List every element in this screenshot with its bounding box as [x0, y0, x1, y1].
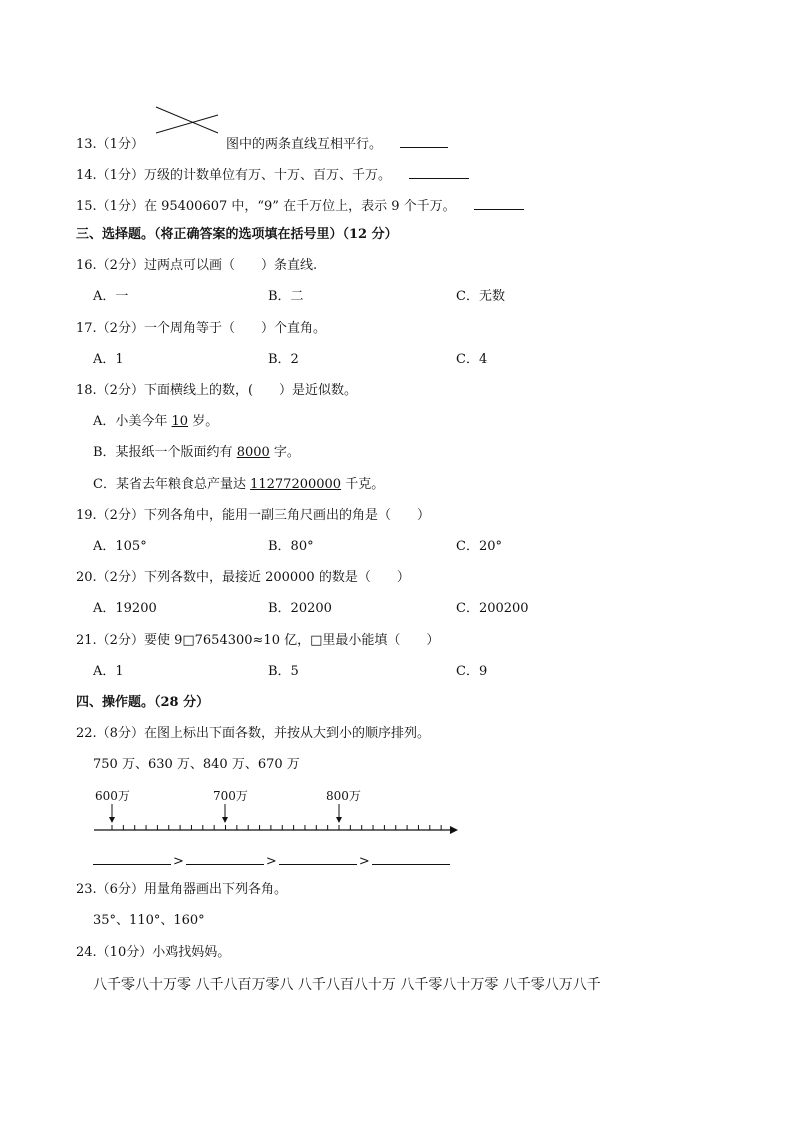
q18-option-c[interactable]	[93, 476, 384, 494]
q18-b-underlined: 8000	[236, 445, 270, 460]
q13-number: 13.（1分）	[76, 137, 144, 152]
q24-items: 八千零八十万零 八千八百万零八 八千八百八十万 八千零八十万零 八千零八万八千	[93, 977, 601, 993]
q16-option-b[interactable]: B．二	[268, 289, 304, 304]
gt-1: >	[173, 854, 184, 869]
q19-option-c[interactable]: C．20°	[456, 539, 502, 554]
axis-ticks	[112, 825, 441, 830]
axis-arrowhead	[450, 826, 458, 834]
q20-option-b[interactable]: B．20200	[268, 601, 332, 616]
number-line-svg	[90, 784, 470, 844]
q15-answer-blank[interactable]	[474, 195, 524, 210]
q15-number: 15.（1分）	[76, 199, 144, 214]
line-a	[156, 107, 218, 133]
q17-option-b[interactable]: B．2	[268, 352, 299, 367]
q20-stem: 20.（2分）下列各数中，最接近 200000 的数是（ ）	[76, 570, 410, 585]
arrowhead-600	[109, 817, 115, 823]
q22-stem: 22.（8分）在图上标出下面各数，并按从大到小的顺序排列。	[76, 726, 430, 741]
q18-stem: 18.（2分）下面横线上的数，( ）是近似数。	[76, 383, 358, 398]
q18-option-b[interactable]	[93, 444, 300, 462]
q16-stem: 16.（2分）过两点可以画（ ）条直线.	[76, 258, 318, 273]
q20-option-a[interactable]: A．19200	[93, 601, 157, 616]
q19-option-a[interactable]: A．105°	[93, 539, 147, 554]
q18-a-underlined: 10	[171, 414, 189, 429]
question-13	[76, 133, 448, 154]
arrowhead-800	[336, 817, 342, 823]
q23-angles: 35°、110°、160°	[93, 913, 205, 928]
label-800: 800万	[326, 789, 361, 803]
gt-2: >	[265, 854, 277, 869]
section-4-title: 四、操作题。（28 分）	[76, 695, 210, 710]
section-3-title: 三、选择题。（将正确答案的选项填在括号里）（12 分）	[76, 227, 398, 242]
q14-text: 万级的计数单位有万、十万、百万、千万。	[143, 168, 391, 183]
question-15	[76, 195, 524, 216]
q14-number: 14.（1分）	[76, 168, 144, 183]
q18-b-pre: B．某报纸一个版面约有	[93, 445, 237, 460]
q20-option-c[interactable]: C．200200	[456, 601, 529, 616]
q21-stem: 21.（2分）要使 9□7654300≈10 亿，□里最小能填（ ）	[76, 633, 440, 648]
q18-a-post: 岁。	[188, 414, 219, 429]
crossed-lines-figure	[152, 103, 224, 137]
q21-option-a[interactable]: A．1	[93, 664, 124, 679]
arrowhead-700	[222, 817, 228, 823]
q17-option-c[interactable]: C．4	[456, 352, 488, 367]
label-700: 700万	[213, 789, 248, 803]
q18-c-pre: C．某省去年粮食总产量达	[93, 477, 251, 492]
q19-option-b[interactable]: B．80°	[268, 539, 314, 554]
q18-c-post: 千克。	[341, 477, 385, 492]
order-blank-1[interactable]	[93, 850, 171, 865]
gt-3: >	[358, 854, 370, 869]
q16-option-c[interactable]: C．无数	[456, 289, 505, 304]
order-blank-2[interactable]	[186, 850, 264, 865]
question-14	[76, 164, 469, 185]
q22-numbers: 750 万、630 万、840 万、670 万	[93, 757, 300, 772]
label-600: 600万	[95, 789, 130, 803]
q21-option-b[interactable]: B．5	[268, 664, 299, 679]
q18-b-post: 字。	[269, 445, 300, 460]
number-line[interactable]	[90, 784, 470, 844]
order-blank-4[interactable]	[372, 850, 450, 865]
q24-stem: 24.（10分）小鸡找妈妈。	[76, 945, 231, 960]
q14-answer-blank[interactable]	[409, 164, 469, 179]
q15-text: 在 95400607 中，“9” 在千万位上，表示 9 个千万。	[143, 199, 456, 214]
q23-stem: 23.（6分）用量角器画出下列各角。	[76, 882, 287, 897]
order-row	[93, 850, 450, 871]
line-b	[156, 115, 218, 133]
q17-stem: 17.（2分）一个周角等于（ ）个直角。	[76, 321, 326, 336]
q18-option-a[interactable]	[93, 413, 218, 431]
q13-text: 图中的两条直线互相平行。	[225, 137, 382, 152]
order-blank-3[interactable]	[279, 850, 357, 865]
q18-c-underlined: 11277200000	[250, 477, 342, 492]
q17-option-a[interactable]: A．1	[93, 352, 124, 367]
q18-a-pre: A．小美今年	[93, 414, 172, 429]
q16-option-a[interactable]: A．一	[93, 289, 129, 304]
q21-option-c[interactable]: C．9	[456, 664, 488, 679]
q19-stem: 19.（2分）下列各角中，能用一副三角尺画出的角是（ ）	[76, 508, 430, 523]
q13-answer-blank[interactable]	[400, 133, 448, 148]
